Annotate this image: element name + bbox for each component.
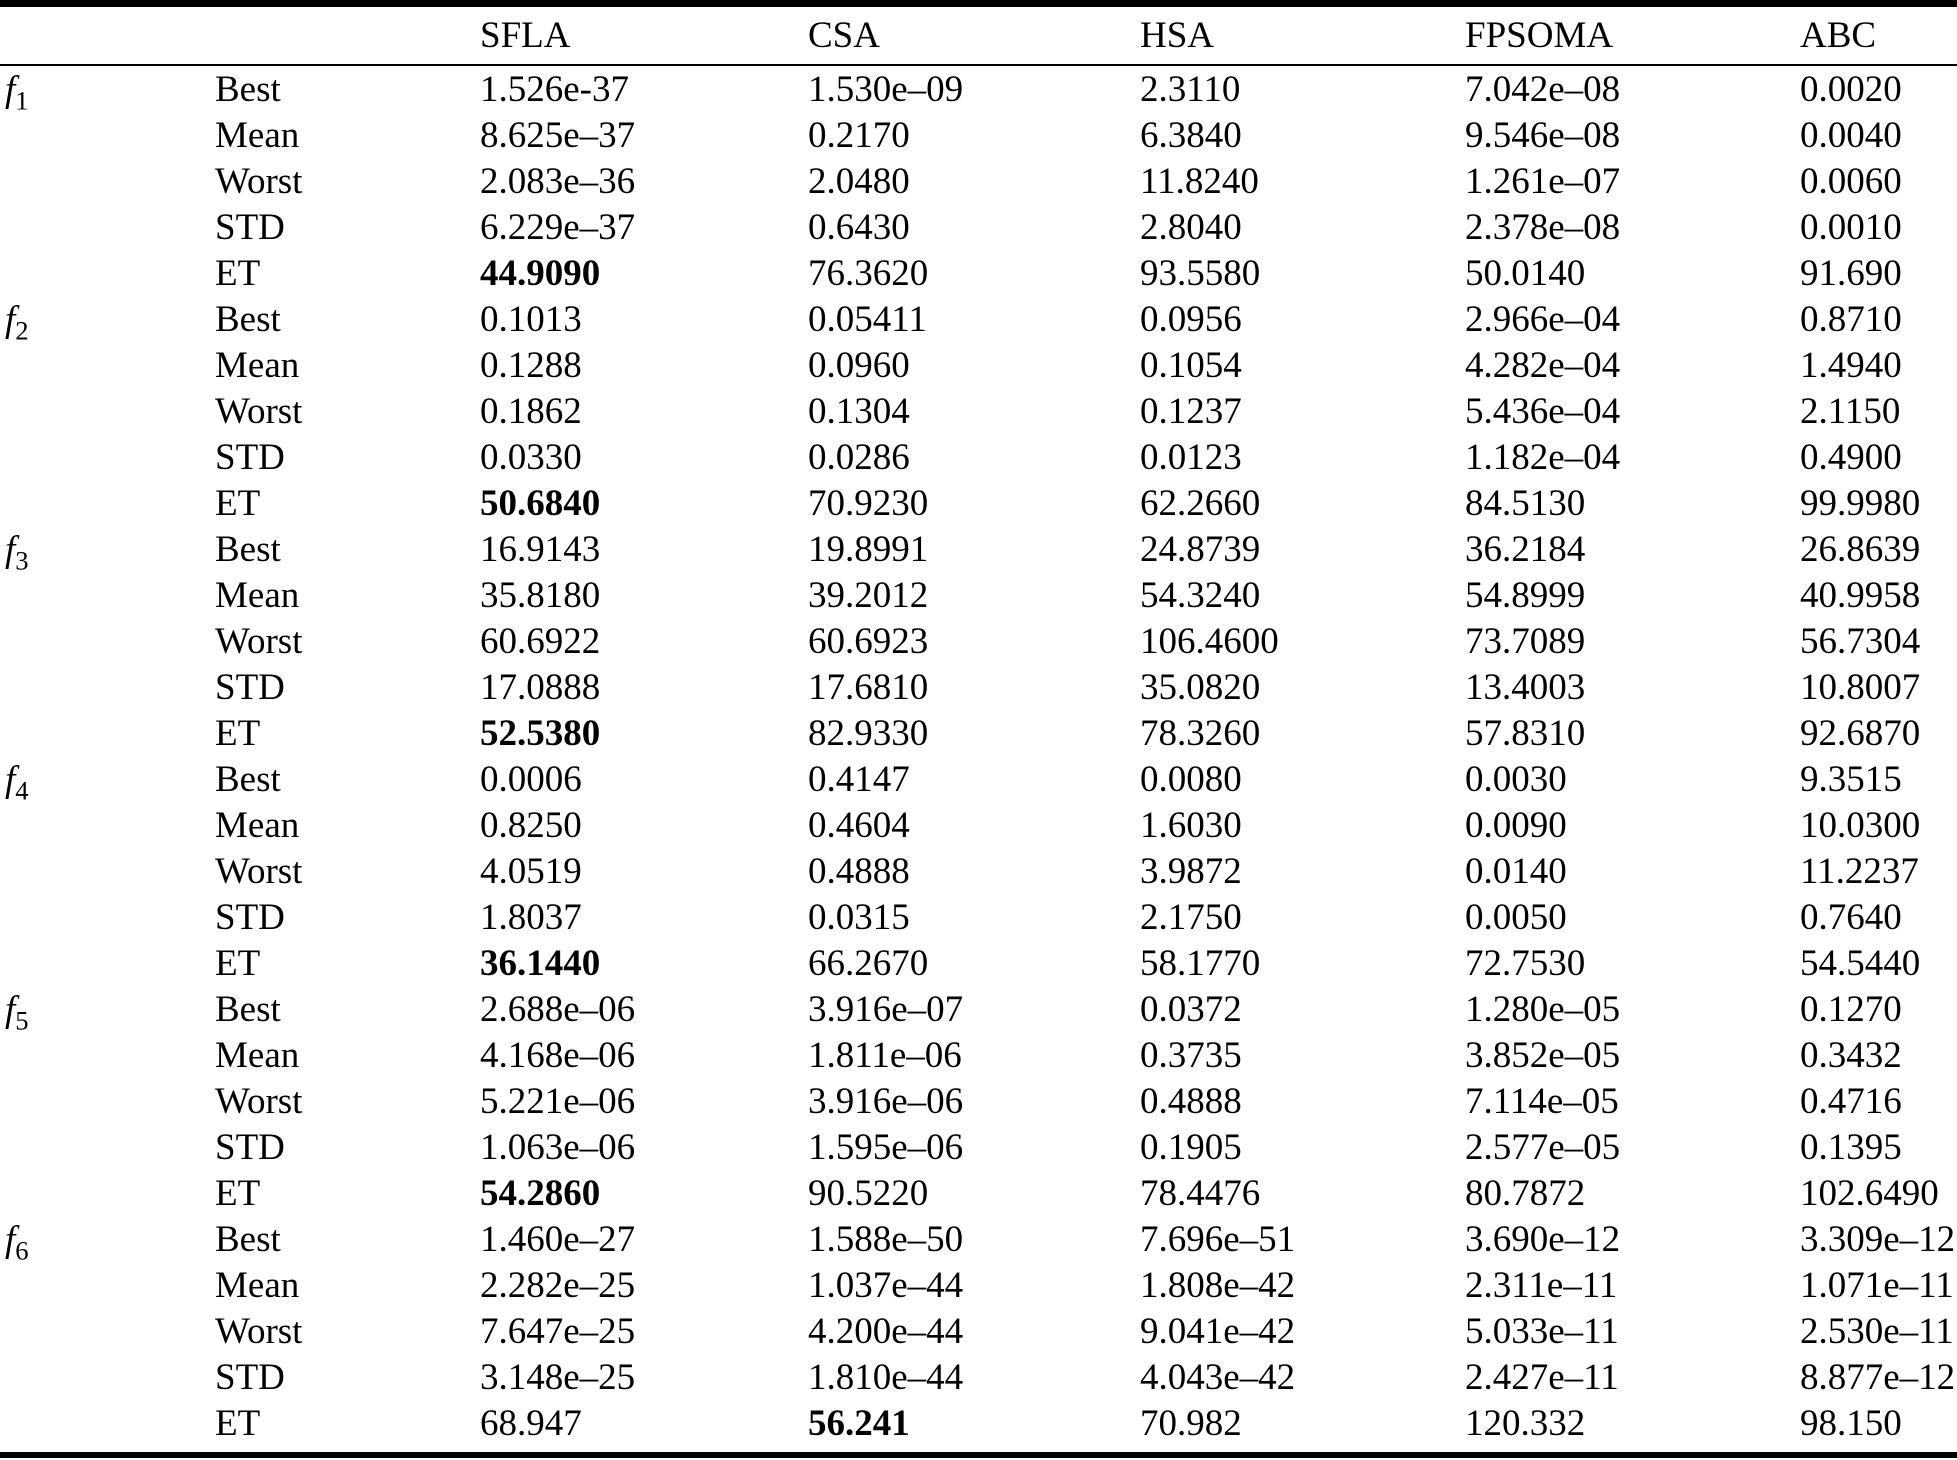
value-cell: 0.4147	[808, 758, 910, 800]
value-cell: 58.1770	[1140, 942, 1261, 984]
value-cell: 62.2660	[1140, 482, 1261, 524]
value-cell: 0.0372	[1140, 988, 1242, 1030]
value-cell: 66.2670	[808, 942, 929, 984]
function-label-empty	[0, 664, 215, 710]
table-row	[0, 112, 1957, 158]
value-cell: 1.808e–42	[1140, 1264, 1296, 1306]
function-subscript: 4	[15, 774, 29, 805]
function-symbol: f	[5, 1218, 16, 1260]
value-cell: 5.436e–04	[1465, 390, 1621, 432]
header-function-column	[0, 4, 215, 66]
value-cell: 78.4476	[1140, 1172, 1261, 1214]
function-label-empty	[0, 848, 215, 894]
value-cell: 2.378e–08	[1465, 206, 1621, 248]
value-cell: 4.200e–44	[808, 1310, 964, 1352]
value-cell: 16.9143	[480, 528, 601, 570]
value-cell: 102.6490	[1800, 1172, 1939, 1214]
metric-label: STD	[215, 206, 285, 248]
table-row	[0, 710, 1957, 756]
function-label	[0, 65, 215, 115]
value-cell: 1.811e–06	[808, 1034, 962, 1076]
metric-label: STD	[215, 436, 285, 478]
function-label-empty	[0, 618, 215, 664]
value-cell: 0.8710	[1800, 298, 1902, 340]
value-cell: 0.4888	[1140, 1080, 1242, 1122]
header-fpsoma: FPSOMA	[1465, 4, 1800, 66]
function-symbol: f	[5, 758, 16, 800]
function-label-empty	[0, 940, 215, 986]
value-cell: 6.3840	[1140, 114, 1242, 156]
metric-label: Best	[215, 528, 281, 570]
table-row	[0, 526, 1957, 572]
table-bottom-rule	[0, 1452, 1957, 1458]
function-label-empty	[0, 1032, 215, 1078]
value-cell: 73.7089	[1465, 620, 1586, 662]
value-cell: 1.4940	[1800, 344, 1902, 386]
value-cell: 52.5380	[480, 712, 601, 754]
table-row	[0, 802, 1957, 848]
function-label	[0, 526, 215, 575]
value-cell: 1.280e–05	[1465, 988, 1621, 1030]
function-label-empty	[0, 388, 215, 434]
value-cell: 40.9958	[1800, 574, 1921, 616]
function-label	[0, 986, 215, 1035]
value-cell: 0.1304	[808, 390, 910, 432]
table-row	[0, 664, 1957, 710]
header-abc: ABC	[1800, 4, 1957, 66]
value-cell: 7.647e–25	[480, 1310, 636, 1352]
value-cell: 82.9330	[808, 712, 929, 754]
metric-label: ET	[215, 482, 261, 524]
value-cell: 0.0010	[1800, 206, 1902, 248]
value-cell: 1.588e–50	[808, 1218, 964, 1260]
value-cell: 0.1288	[480, 344, 582, 386]
function-label-empty	[0, 710, 215, 756]
function-label-empty	[0, 204, 215, 250]
value-cell: 2.8040	[1140, 206, 1242, 248]
header-metric-column	[215, 4, 480, 66]
function-label	[0, 296, 215, 345]
value-cell: 2.966e–04	[1465, 298, 1621, 340]
value-cell: 50.0140	[1465, 252, 1586, 294]
value-cell: 1.810e–44	[808, 1356, 964, 1398]
function-label-empty	[0, 1124, 215, 1170]
value-cell: 19.8991	[808, 528, 929, 570]
value-cell: 70.982	[1140, 1402, 1242, 1444]
value-cell: 1.530e–09	[808, 68, 964, 110]
value-cell: 91.690	[1800, 252, 1902, 294]
value-cell: 4.168e–06	[480, 1034, 636, 1076]
value-cell: 0.0123	[1140, 436, 1242, 478]
value-cell: 3.309e–12	[1800, 1218, 1956, 1260]
value-cell: 0.1395	[1800, 1126, 1902, 1168]
function-label-empty	[0, 434, 215, 480]
value-cell: 35.0820	[1140, 666, 1261, 708]
value-cell: 1.595e–06	[808, 1126, 964, 1168]
metric-label: STD	[215, 666, 285, 708]
value-cell: 0.1270	[1800, 988, 1902, 1030]
value-cell: 0.4716	[1800, 1080, 1902, 1122]
function-label-empty	[0, 112, 215, 158]
value-cell: 8.877e–12	[1800, 1356, 1956, 1398]
metric-label: ET	[215, 1172, 261, 1214]
value-cell: 78.3260	[1140, 712, 1261, 754]
value-cell: 1.261e–07	[1465, 160, 1621, 202]
value-cell: 120.332	[1465, 1402, 1586, 1444]
value-cell: 0.8250	[480, 804, 582, 846]
function-label-empty	[0, 894, 215, 940]
value-cell: 1.037e–44	[808, 1264, 964, 1306]
value-cell: 36.1440	[480, 942, 601, 984]
value-cell: 68.947	[480, 1402, 582, 1444]
function-label-empty	[0, 1262, 215, 1308]
metric-label: Best	[215, 68, 281, 110]
value-cell: 98.150	[1800, 1402, 1902, 1444]
value-cell: 1.071e–11	[1800, 1264, 1954, 1306]
value-cell: 0.0040	[1800, 114, 1902, 156]
metric-label: Worst	[215, 620, 303, 662]
value-cell: 24.8739	[1140, 528, 1261, 570]
header-sfla: SFLA	[480, 4, 808, 66]
value-cell: 92.6870	[1800, 712, 1921, 754]
table-row	[0, 618, 1957, 664]
value-cell: 2.083e–36	[480, 160, 636, 202]
value-cell: 6.229e–37	[480, 206, 636, 248]
metric-label: Worst	[215, 160, 303, 202]
table-row	[0, 250, 1957, 296]
value-cell: 10.8007	[1800, 666, 1921, 708]
value-cell: 44.9090	[480, 252, 601, 294]
table-row	[0, 480, 1957, 526]
metric-label: STD	[215, 1126, 285, 1168]
metric-label: Mean	[215, 114, 300, 156]
value-cell: 4.043e–42	[1140, 1356, 1296, 1398]
metric-label: Best	[215, 1218, 281, 1260]
value-cell: 2.530e–11	[1800, 1310, 1954, 1352]
value-cell: 0.0286	[808, 436, 910, 478]
metric-label: Best	[215, 988, 281, 1030]
value-cell: 84.5130	[1465, 482, 1586, 524]
value-cell: 4.0519	[480, 850, 582, 892]
value-cell: 0.0315	[808, 896, 910, 938]
value-cell: 5.033e–11	[1465, 1310, 1619, 1352]
table-row	[0, 848, 1957, 894]
value-cell: 80.7872	[1465, 1172, 1586, 1214]
value-cell: 9.546e–08	[1465, 114, 1621, 156]
function-symbol: f	[5, 528, 16, 570]
function-subscript: 1	[15, 84, 29, 115]
value-cell: 0.3735	[1140, 1034, 1242, 1076]
table-row	[0, 986, 1957, 1032]
value-cell: 90.5220	[808, 1172, 929, 1214]
value-cell: 56.7304	[1800, 620, 1921, 662]
value-cell: 7.042e–08	[1465, 68, 1621, 110]
value-cell: 72.7530	[1465, 942, 1586, 984]
value-cell: 54.3240	[1140, 574, 1261, 616]
value-cell: 2.311e–11	[1465, 1264, 1618, 1306]
value-cell: 2.688e–06	[480, 988, 636, 1030]
value-cell: 56.241	[808, 1402, 910, 1444]
table-row	[0, 388, 1957, 434]
table-row	[0, 894, 1957, 940]
value-cell: 10.0300	[1800, 804, 1921, 846]
metric-label: Mean	[215, 1264, 300, 1306]
value-cell: 0.0960	[808, 344, 910, 386]
function-symbol: f	[5, 68, 16, 110]
value-cell: 2.1150	[1800, 390, 1901, 432]
function-subscript: 3	[15, 544, 29, 575]
table-row	[0, 158, 1957, 204]
metric-label: ET	[215, 712, 261, 754]
metric-label: Mean	[215, 344, 300, 386]
value-cell: 54.2860	[480, 1172, 601, 1214]
value-cell: 60.6922	[480, 620, 601, 662]
table-row	[0, 572, 1957, 618]
table-row	[0, 1124, 1957, 1170]
table-row	[0, 1170, 1957, 1216]
value-cell: 2.1750	[1140, 896, 1242, 938]
metric-label: Mean	[215, 574, 300, 616]
value-cell: 0.05411	[808, 298, 927, 340]
value-cell: 1.526e-37	[480, 68, 629, 110]
metric-label: Best	[215, 758, 281, 800]
function-label-empty	[0, 158, 215, 204]
value-cell: 7.696e–51	[1140, 1218, 1296, 1260]
value-cell: 76.3620	[808, 252, 929, 294]
metric-label: Worst	[215, 850, 303, 892]
value-cell: 0.1013	[480, 298, 582, 340]
value-cell: 11.2237	[1800, 850, 1919, 892]
value-cell: 17.0888	[480, 666, 601, 708]
function-label-empty	[0, 480, 215, 526]
value-cell: 0.0140	[1465, 850, 1567, 892]
function-label	[0, 756, 215, 805]
metric-label: ET	[215, 252, 261, 294]
value-cell: 9.3515	[1800, 758, 1902, 800]
metric-label: ET	[215, 1402, 261, 1444]
value-cell: 0.1862	[480, 390, 582, 432]
value-cell: 93.5580	[1140, 252, 1261, 294]
table-row	[0, 1216, 1957, 1262]
metric-label: Best	[215, 298, 281, 340]
value-cell: 60.6923	[808, 620, 929, 662]
value-cell: 0.3432	[1800, 1034, 1902, 1076]
value-cell: 0.0050	[1465, 896, 1567, 938]
value-cell: 0.4604	[808, 804, 910, 846]
table-row	[0, 434, 1957, 480]
value-cell: 2.0480	[808, 160, 910, 202]
header-hsa: HSA	[1140, 4, 1465, 66]
value-cell: 0.4900	[1800, 436, 1902, 478]
value-cell: 2.577e–05	[1465, 1126, 1621, 1168]
value-cell: 54.8999	[1465, 574, 1586, 616]
header-csa: CSA	[808, 4, 1140, 66]
function-label-empty	[0, 1078, 215, 1124]
metric-label: ET	[215, 942, 261, 984]
value-cell: 0.0956	[1140, 298, 1242, 340]
value-cell: 1.182e–04	[1465, 436, 1621, 478]
value-cell: 70.9230	[808, 482, 929, 524]
value-cell: 3.916e–07	[808, 988, 964, 1030]
value-cell: 13.4003	[1465, 666, 1586, 708]
metric-label: Mean	[215, 804, 300, 846]
table-row	[0, 1308, 1957, 1354]
value-cell: 8.625e–37	[480, 114, 636, 156]
table-row	[0, 1354, 1957, 1400]
function-symbol: f	[5, 298, 16, 340]
value-cell: 106.4600	[1140, 620, 1279, 662]
table-row	[0, 940, 1957, 986]
value-cell: 1.6030	[1140, 804, 1242, 846]
value-cell: 3.852e–05	[1465, 1034, 1621, 1076]
value-cell: 4.282e–04	[1465, 344, 1621, 386]
table-row	[0, 342, 1957, 388]
metric-label: STD	[215, 1356, 285, 1398]
metric-label: Worst	[215, 1310, 303, 1352]
value-cell: 0.0080	[1140, 758, 1242, 800]
table-row	[0, 1262, 1957, 1308]
value-cell: 9.041e–42	[1140, 1310, 1296, 1352]
value-cell: 1.8037	[480, 896, 582, 938]
table-row	[0, 204, 1957, 250]
table-row	[0, 756, 1957, 802]
value-cell: 26.8639	[1800, 528, 1921, 570]
value-cell: 3.690e–12	[1465, 1218, 1621, 1260]
value-cell: 1.063e–06	[480, 1126, 636, 1168]
value-cell: 0.2170	[808, 114, 910, 156]
function-symbol: f	[5, 988, 16, 1030]
function-subscript: 6	[15, 1234, 29, 1265]
function-label	[0, 1216, 215, 1265]
value-cell: 99.9980	[1800, 482, 1921, 524]
metric-label: Worst	[215, 390, 303, 432]
value-cell: 1.460e–27	[480, 1218, 636, 1260]
function-label-empty	[0, 1170, 215, 1216]
value-cell: 39.2012	[808, 574, 929, 616]
value-cell: 35.8180	[480, 574, 601, 616]
metric-label: STD	[215, 896, 285, 938]
value-cell: 0.1905	[1140, 1126, 1242, 1168]
metric-label: Mean	[215, 1034, 300, 1076]
value-cell: 2.282e–25	[480, 1264, 636, 1306]
value-cell: 50.6840	[480, 482, 601, 524]
table-row	[0, 1400, 1957, 1446]
value-cell: 7.114e–05	[1465, 1080, 1619, 1122]
function-label-empty	[0, 250, 215, 296]
value-cell: 0.6430	[808, 206, 910, 248]
value-cell: 0.0006	[480, 758, 582, 800]
function-subscript: 5	[15, 1004, 29, 1035]
table-row	[0, 65, 1957, 112]
value-cell: 3.916e–06	[808, 1080, 964, 1122]
value-cell: 3.9872	[1140, 850, 1242, 892]
value-cell: 54.5440	[1800, 942, 1921, 984]
value-cell: 0.4888	[808, 850, 910, 892]
value-cell: 57.8310	[1465, 712, 1586, 754]
value-cell: 2.3110	[1140, 68, 1241, 110]
value-cell: 0.0060	[1800, 160, 1902, 202]
value-cell: 17.6810	[808, 666, 929, 708]
function-label-empty	[0, 1308, 215, 1354]
function-label-empty	[0, 1354, 215, 1400]
function-subscript: 2	[15, 314, 29, 345]
value-cell: 0.0030	[1465, 758, 1567, 800]
value-cell: 0.0020	[1800, 68, 1902, 110]
function-label-empty	[0, 572, 215, 618]
header-row	[0, 4, 1957, 66]
value-cell: 36.2184	[1465, 528, 1586, 570]
function-label-empty	[0, 342, 215, 388]
table-row	[0, 1032, 1957, 1078]
value-cell: 0.7640	[1800, 896, 1902, 938]
value-cell: 5.221e–06	[480, 1080, 636, 1122]
value-cell: 11.8240	[1140, 160, 1259, 202]
value-cell: 0.1237	[1140, 390, 1242, 432]
value-cell: 2.427e–11	[1465, 1356, 1619, 1398]
function-label-empty	[0, 1400, 215, 1446]
value-cell: 3.148e–25	[480, 1356, 636, 1398]
metric-label: Worst	[215, 1080, 303, 1122]
value-cell: 0.1054	[1140, 344, 1242, 386]
value-cell: 0.0090	[1465, 804, 1567, 846]
table-row	[0, 296, 1957, 342]
table-row	[0, 1078, 1957, 1124]
value-cell: 0.0330	[480, 436, 582, 478]
function-label-empty	[0, 802, 215, 848]
